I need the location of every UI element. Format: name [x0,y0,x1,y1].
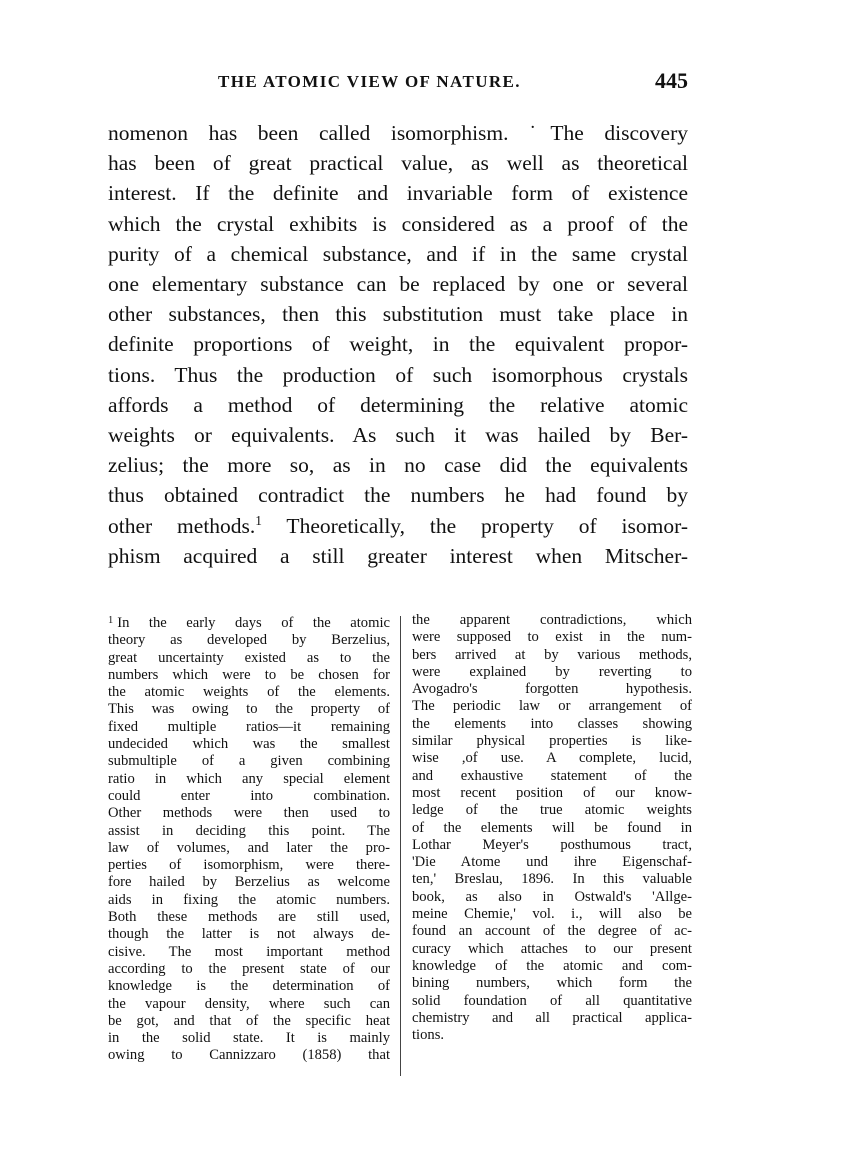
footnote-line: assist in deciding this point. The [108,822,390,839]
page-number: 445 [655,68,688,93]
footnote-line: bining numbers, which form the [412,975,692,992]
footnote-line: knowledge is the determination of [108,978,390,995]
footnote-line: though the latter is not always de- [108,926,390,943]
body-line: one elementary substance can be replaced by one or several [108,272,688,297]
footnote-line: the atomic weights of the elements. [108,684,390,701]
footnote-line: curacy which attaches to our present [412,940,692,957]
footnote-block [108,612,690,1082]
footnote-column-right [412,612,692,1044]
footnote-line: knowledge of the atomic and com- [412,957,692,974]
body-line: thus obtained contradict the numbers he had found by [108,483,688,508]
footnote-line: undecided which was the smallest [108,736,390,753]
body-line: definite proportions of weight, in the equivalent propor- [108,332,688,357]
body-line: tions. Thus the production of such isomorphous crystals [108,362,688,387]
body-line: which the crystal exhibits is considered as a proof of the [108,211,688,236]
footnote-line: submultiple of a given combining [108,753,390,770]
footnote-line [108,612,390,632]
running-head [108,68,688,98]
footnote-line: similar physical properties is like- [412,733,692,750]
footnote-line: fore hailed by Berzelius as welcome [108,874,390,891]
body-line: purity of a chemical substance, and if in the same crystal [108,241,688,266]
footnote-line: aids in fixing the atomic numbers. [108,891,390,908]
footnote-line: law of volumes, and later the pro- [108,839,390,856]
footnote-line: cisive. The most important method [108,943,390,960]
footnote-line: of the elements will be found in [412,819,692,836]
footnote-line: could enter into combination. [108,787,390,804]
footnote-line: were supposed to exist in the num- [412,629,692,646]
body-line: zelius; the more so, as in no case did the equivalents [108,453,688,478]
footnote-line-text: In the early days of the atomic [117,615,390,631]
footnote-line: book, as also in Ostwald's 'Allge- [412,888,692,905]
footnote-line: solid foundation of all quantitative [412,992,692,1009]
column-divider [400,616,401,1076]
footnote-line: according to the present state of our [108,960,390,977]
footnote-line: The periodic law or arrangement of [412,698,692,715]
footnote-line: the elements into classes showing [412,715,692,732]
footnote-line: ten,' Breslau, 1896. In this valuable [412,871,692,888]
body-line-with-footnote-ref [108,511,688,541]
footnote-line: wise ,of use. A complete, lucid, [412,750,692,767]
footnote-line: perties of isomorphism, were there- [108,857,390,874]
footnote-line: in the solid state. It is mainly [108,1030,390,1047]
footnote-line: owing to Cannizzaro (1858) that [108,1047,390,1064]
footnote-column-left [108,612,390,1065]
body-line: phism acquired a still greater interest when Mitscher- [108,543,688,568]
footnote-line: Avogadro's forgotten hypothesis. [412,681,692,698]
footnote-reference[interactable]: 1 [255,512,262,528]
footnote-line: were explained by reverting to [412,663,692,680]
body-line: other substances, then this substitution must take place in [108,302,688,327]
body-line: has been of great practical value, as well as theoretical [108,151,688,176]
body-paragraph [108,118,688,571]
running-title: THE ATOMIC VIEW OF NATURE. [218,72,521,91]
footnote-line: found an account of the degree of ac- [412,923,692,940]
footnote-line: tions. [412,1027,445,1044]
body-line: weights or equivalents. As such it was hailed by Ber- [108,423,688,448]
footnote-line: bers arrived at by various methods, [412,646,692,663]
footnote-line: chemistry and all practical applica- [412,1009,692,1026]
footnote-line: This was owing to the property of [108,701,390,718]
footnote-line: most recent position of our know- [412,784,692,801]
body-line: affords a method of determining the relative atomic [108,392,688,417]
footnote-marker: 1 [108,615,114,626]
footnote-line: Lothar Meyer's posthumous tract, [412,836,692,853]
footnote-line: 'Die Atome und ihre Eigenschaf- [412,854,692,871]
footnote-line: great uncertainty existed as to the [108,649,390,666]
body-line: interest. If the definite and invariable form of existence [108,181,688,206]
body-line: nomenon has been called isomorphism. ˙The discovery [108,121,688,145]
footnote-line: ratio in which any special element [108,770,390,787]
footnote-line: the apparent contradictions, which [412,612,692,628]
footnote-line: theory as developed by Berzelius, [108,632,390,649]
body-line-start: other methods. [108,513,256,538]
footnote-line: the vapour density, where such can [108,995,390,1012]
footnote-line: numbers which were to be chosen for [108,666,390,683]
footnote-line: fixed multiple ratios—it remaining [108,718,390,735]
footnote-line: meine Chemie,' vol. i., will also be [412,906,692,923]
footnote-line: Both these methods are still used, [108,909,390,926]
body-line-end: Theoretically, the property of isomor- [261,513,688,538]
footnote-line: ledge of the true atomic weights [412,802,692,819]
footnote-line: and exhaustive statement of the [412,767,692,784]
footnote-line: Other methods were then used to [108,805,390,822]
footnote-line: be got, and that of the specific heat [108,1012,390,1029]
